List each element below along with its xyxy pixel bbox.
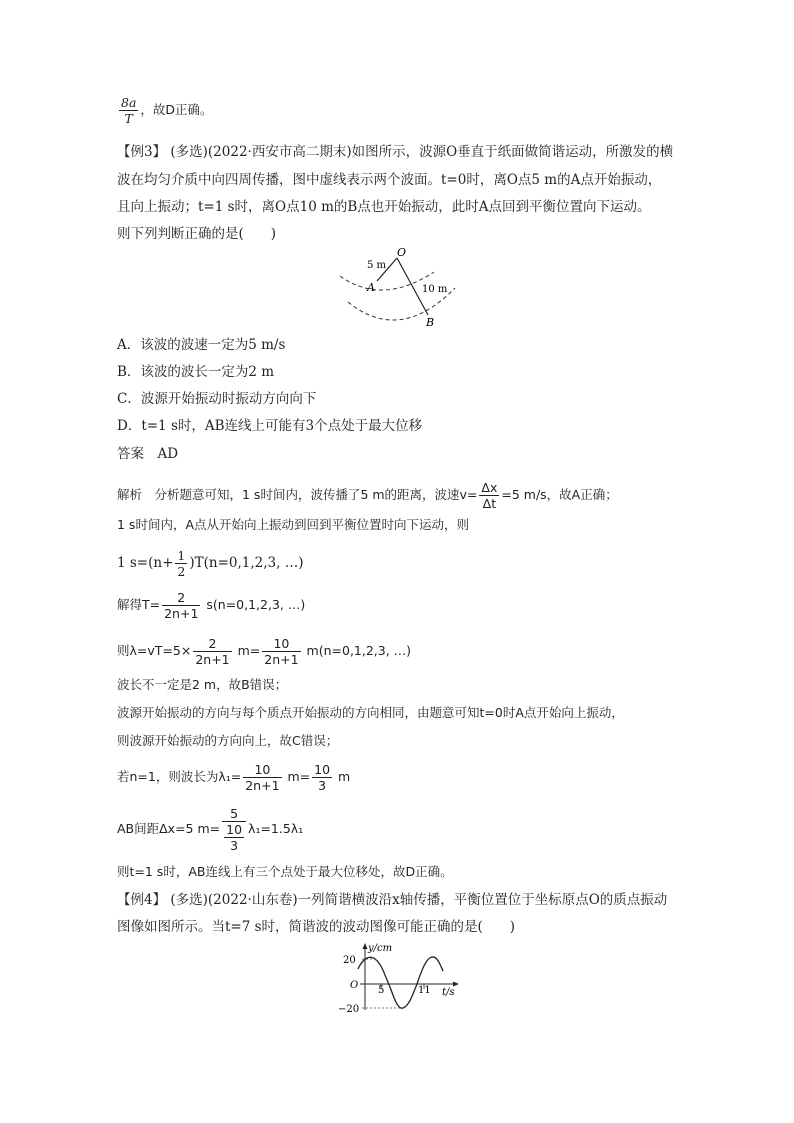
solution-line2: 1 s时间内，A点从开始向上振动到回到平衡位置时向下运动，则 — [117, 517, 469, 532]
fraction: $\frac{2}{2n+1}$ — [164, 590, 199, 621]
option-c: C．波源开始振动时振动方向向下 — [117, 391, 317, 407]
fraction: $\frac{\Delta x}{\Delta t}$ — [481, 480, 498, 511]
graph-xlabel: t/s — [442, 987, 455, 998]
vibration-graph — [332, 940, 462, 1015]
solution-line8: 则波源开始振动的方向向上，故C错误； — [117, 733, 339, 748]
graph-y-pos: 20 — [343, 955, 356, 966]
example3-line4: 则下列判断正确的是( ) — [117, 226, 277, 242]
example3-line3: 且向上振动；t=1 s时，离O点10 m的B点也开始振动，此时A点回到平衡位置向下运动。 — [117, 199, 651, 215]
fraction: $\frac{1}{2}$ — [177, 548, 186, 579]
previous-answer-tail: $\frac{8a}{T}$ ，故D正确。 — [121, 95, 213, 126]
compound-fraction: $\frac{5}{\frac{10}{3}}$ — [222, 806, 246, 853]
example4-line1: 【例4】 (多选)(2022·山东卷)一列简谐横波沿x轴传播，平衡位置位于坐标原点O的质点振动 — [117, 892, 668, 908]
solution-line4: 解得T= $\frac{2}{2n+1}$ s(n=0,1,2,3, …) — [117, 590, 306, 621]
label-a: A — [367, 281, 375, 294]
example3-line2: 波在均匀介质中向四周传播，图中虚线表示两个波面。t=0时，离O点5 m的A点开始振动， — [117, 172, 662, 188]
fraction: $\frac{2}{2n+1}$ — [195, 636, 230, 667]
fraction: $\frac{8a}{T}$ — [121, 95, 137, 126]
fraction: $\frac{10}{3}$ — [226, 822, 243, 853]
wavefront-figure — [330, 244, 465, 334]
solution-line11: 则t=1 s时，AB连线上有三个点处于最大位移处，故D正确。 — [117, 864, 453, 879]
fraction: $\frac{10}{2n+1}$ — [264, 636, 299, 667]
graph-tick-5: 5 — [378, 985, 385, 996]
solution-line1: 解析 分析题意可知，1 s时间内，波传播了5 m的距离，波速v= $\frac{\Delta x}{\Delta t}$ =5 m/s，故A正确； — [117, 480, 618, 511]
example3-line1: 【例3】 (多选)(2022·西安市高二期末)如图所示，波源O垂直于纸面做简谐运动，所激发的横 — [117, 144, 674, 160]
solution-line3: 1 s=(n+ $\frac{1}{2}$ )T(n=0,1,2,3, …) — [117, 548, 304, 579]
solution-line6: 波长不一定是2 m，故B错误； — [117, 677, 288, 692]
label-10m: 10 m — [422, 284, 448, 295]
example4-line2: 图像如图所示。当t=7 s时，简谐波的波动图像可能正确的是( ) — [117, 919, 516, 935]
graph-origin: O — [350, 980, 359, 991]
graph-tick-11: 11 — [418, 985, 431, 996]
solution-line10: AB间距Δx=5 m= $\frac{5}{\frac{10}{3}}$ λ₁=1.5λ₁ — [117, 806, 304, 853]
answer: 答案 AD — [117, 446, 179, 462]
label-5m: 5 m — [367, 260, 387, 271]
option-b: B．该波的波长一定为2 m — [117, 364, 275, 380]
label-b: B — [426, 316, 435, 329]
solution-line9: 若n=1，则波长为λ₁= $\frac{10}{2n+1}$ m= $\frac{10}{3}$ m — [117, 762, 351, 793]
fraction: $\frac{10}{3}$ — [314, 762, 331, 793]
graph-ylabel: y/cm — [368, 943, 393, 954]
solution-line5: 则λ=vT=5× $\frac{2}{2n+1}$ m= $\frac{10}{2n+1}$ m(n=0,1,2,3, …) — [117, 636, 412, 667]
fraction: $\frac{10}{2n+1}$ — [245, 762, 280, 793]
label-o: O — [397, 246, 407, 259]
option-a: A．该波的波速一定为5 m/s — [117, 337, 286, 353]
option-d: D．t=1 s时，AB连线上可能有3个点处于最大位移 — [117, 418, 423, 434]
solution-line7: 波源开始振动的方向与每个质点开始振动的方向相同，由题意可知t=0时A点开始向上振动， — [117, 705, 624, 720]
graph-y-neg: −20 — [338, 1004, 360, 1015]
